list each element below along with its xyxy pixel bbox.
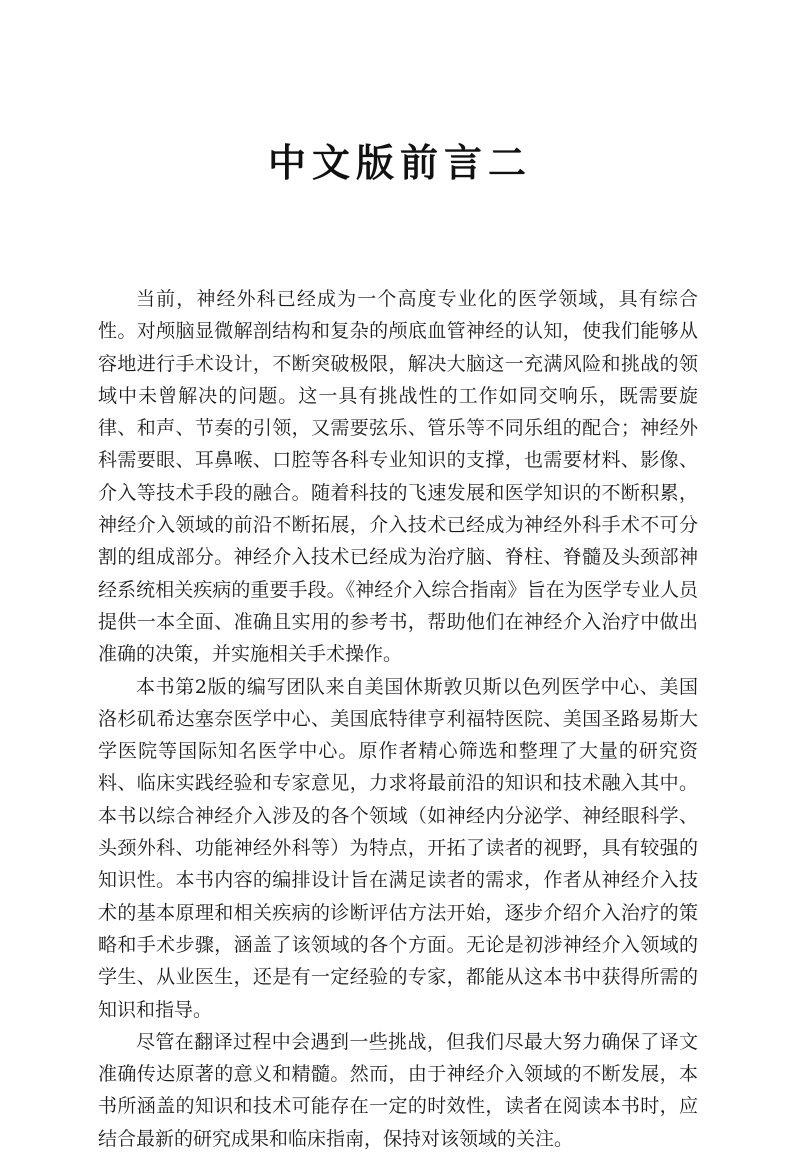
preface-body	[98, 283, 698, 1155]
paragraph-2: 本书第2版的编写团队来自美国休斯敦贝斯以色列医学中心、美国洛杉矶希达塞奈医学中心、美国底特律亨利福特医院、美国圣路易斯大学医院等国际知名医学中心。原作者精心筛选和整理了大量的研究资料、临床实践经验和专家意见，力求将最前沿的知识和技术融入其中。本书以综合神经介入涉及的各个领域（如神经内分泌学、神经眼科学、头颈外科、功能神经外科等）为特点，开拓了读者的视野，具有较强的知识性。本书内容的编排设计旨在满足读者的需求，作者从神经介入技术的基本原理和相关疾病的诊断评估方法开始，逐步介绍介入治疗的策略和手术步骤，涵盖了该领域的各个方面。无论是初涉神经介入领域的学生、从业医生，还是有一定经验的专家，都能从这本书中获得所需的知识和指导。	[98, 675, 698, 1021]
paragraph-3: 尽管在翻译过程中会遇到一些挑战，但我们尽最大努力确保了译文准确传达原著的意义和精髓。然而，由于神经介入领域的不断发展，本书所涵盖的知识和技术可能存在一定的时效性，读者在阅读本书时，应结合最新的研究成果和临床指南，保持对该领域的关注。	[98, 1030, 698, 1150]
paragraph-1: 当前，神经外科已经成为一个高度专业化的医学领域，具有综合性。对颅脑显微解剖结构和复杂的颅底血管神经的认知，使我们能够从容地进行手术设计，不断突破极限，解决大脑这一充满风险和挑战的领域中未曾解决的问题。这一具有挑战性的工作如同交响乐，既需要旋律、和声、节奏的引领，又需要弦乐、管乐等不同乐组的配合；神经外科需要眼、耳鼻喉、口腔等各科专业知识的支撑，也需要材料、影像、介入等技术手段的融合。随着科技的飞速发展和医学知识的不断积累，神经介入领域的前沿不断拓展，介入技术已经成为神经外科手术不可分割的组成部分。神经介入技术已经成为治疗脑、脊柱、脊髓及头颈部神经系统相关疾病的重要手段。《神经介入综合指南》旨在为医学专业人员提供一本全面、准确且实用的参考书，帮助他们在神经介入治疗中做出准确的决策，并实施相关手术操作。	[98, 288, 698, 666]
page-title: 中文版前言二	[267, 141, 532, 185]
